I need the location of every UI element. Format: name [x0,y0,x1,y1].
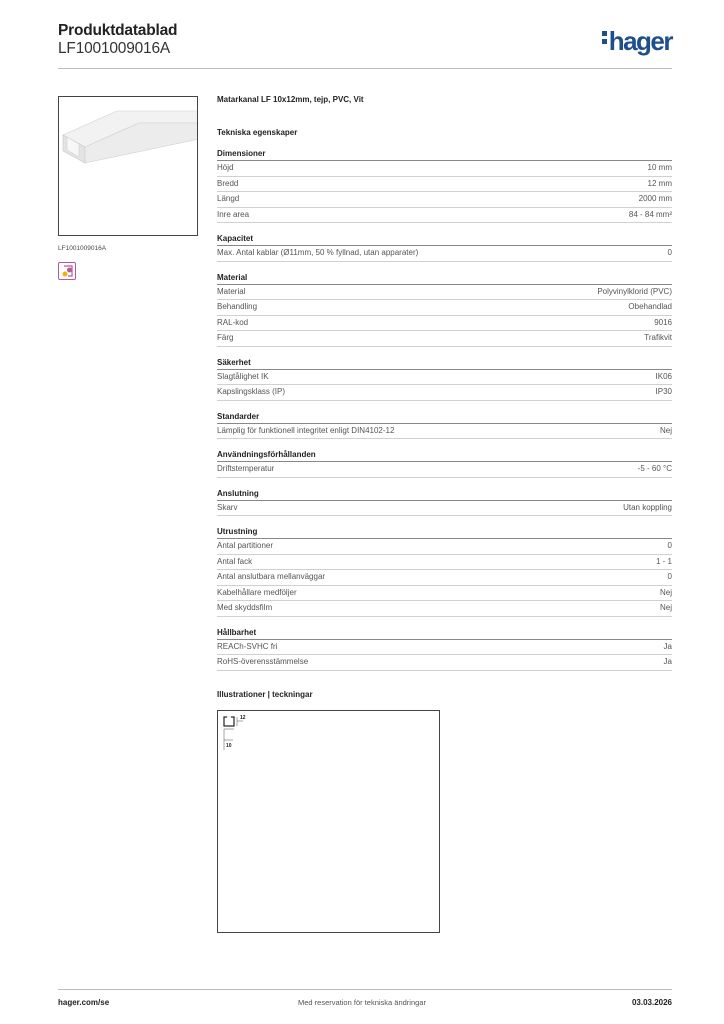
spec-section [217,357,672,401]
footer-divider [58,989,672,990]
spec-section [217,627,672,671]
page-header-title: Produktdatablad [58,22,178,39]
spec-section [217,233,672,262]
spec-value: Ja [663,657,672,666]
spec-row [217,331,672,347]
spec-label: Antal anslutbara mellanväggar [217,572,326,581]
product-image-caption: LF1001009016A [58,245,107,252]
logo-dots-icon [602,31,607,47]
product-details [217,92,672,681]
spec-row [217,300,672,316]
spec-row [217,462,672,478]
cable-duct-image [59,97,198,236]
spec-value: Trafikvit [644,333,672,342]
spec-section-title: Anslutning [217,488,672,501]
dimension-height-label: 10 [226,743,232,749]
spec-section-title: Kapacitet [217,233,672,246]
spec-label: Material [217,286,246,296]
header-divider [58,68,672,69]
spec-value: 1 - 1 [655,556,672,566]
spec-label: Antal partitioner [217,541,274,550]
spec-value: -5 - 60 °C [637,464,672,473]
spec-label: Driftstemperatur [217,464,275,473]
spec-value: 0 [667,572,672,581]
spec-label: Längd [217,194,240,203]
dimension-width-label: 12 [240,715,246,721]
spec-label: Inre area [217,209,250,219]
spec-label: Slagtålighet IK [217,371,269,381]
hager-logo[interactable] [602,28,672,54]
spec-section [217,526,672,617]
spec-section [217,488,672,517]
logo-text: hager [608,26,672,56]
spec-value: 12 mm [647,178,672,188]
product-name: Matarkanal LF 10x12mm, tejp, PVC, Vit [217,95,364,104]
spec-section [217,411,672,440]
spec-row [217,640,672,656]
spec-label: Bredd [217,178,239,188]
spec-label: Höjd [217,163,234,172]
spec-row [217,192,672,208]
spec-value: IP30 [655,387,672,396]
spec-row [217,246,672,262]
spec-value: 9016 [654,317,672,327]
spec-row [217,655,672,671]
spec-row [217,586,672,602]
spec-value: 2000 mm [638,194,672,203]
spec-row [217,570,672,586]
footer-date: 03.03.2026 [631,998,672,1007]
spec-label: Max. Antal kablar (Ø11mm, 50 % fyllnad, utan apparater) [217,248,419,257]
spec-section [217,449,672,478]
spec-section-title: Material [217,272,672,285]
spec-label: RoHS-överensstämmelse [217,657,309,666]
spec-value: Nej [659,587,672,597]
spec-label: Färg [217,333,234,342]
spec-value: Obehandlad [628,302,672,311]
spec-row [217,601,672,617]
spec-row [217,385,672,401]
spec-label: Antal fack [217,556,253,566]
tech-properties-title: Tekniska egenskaper [217,128,298,137]
spec-sections [217,148,672,671]
spec-label: REACh-SVHC fri [217,641,278,651]
spec-value: Polyvinylklorid (PVC) [597,286,672,296]
spec-row [217,208,672,224]
spec-value: 10 mm [647,163,672,172]
spec-section [217,148,672,223]
eco-label-icon [58,262,76,280]
spec-label: Skarv [217,502,238,512]
spec-value: Utan koppling [623,502,672,512]
spec-row [217,285,672,301]
spec-row [217,316,672,332]
spec-label: Lämplig för funktionell integritet enligt DIN4102-12 [217,425,395,435]
spec-section-title: Hållbarhet [217,627,672,640]
spec-value: 0 [667,541,672,550]
illustration-box [217,710,440,933]
spec-row [217,161,672,177]
spec-value: 0 [667,248,672,257]
spec-value: Nej [659,425,672,435]
spec-row [217,501,672,517]
spec-row [217,555,672,571]
product-image [58,96,198,236]
spec-value: 84 - 84 mm² [628,209,672,219]
spec-section-title: Användningsförhållanden [217,449,672,462]
illustrations-title: Illustrationer | teckningar [217,690,313,699]
spec-row [217,177,672,193]
spec-value: Ja [663,641,672,651]
spec-section-title: Utrustning [217,526,672,539]
spec-section-title: Dimensioner [217,148,672,161]
spec-label: RAL-kod [217,317,249,327]
spec-row [217,424,672,440]
spec-row [217,370,672,386]
spec-row [217,539,672,555]
spec-label: Med skyddsfilm [217,603,273,612]
spec-value: Nej [659,603,672,612]
spec-value: IK06 [655,371,672,381]
spec-label: Behandling [217,302,258,311]
spec-section-title: Säkerhet [217,357,672,370]
footer-disclaimer: Med reservation för tekniska ändringar [298,998,426,1007]
page-header-product-code: LF1001009016A [58,40,171,57]
spec-label: Kapslingsklass (IP) [217,387,286,396]
footer-website-link[interactable]: hager.com/se [58,998,110,1007]
spec-section [217,272,672,347]
spec-label: Kabelhållare medföljer [217,587,297,597]
spec-section-title: Standarder [217,411,672,424]
